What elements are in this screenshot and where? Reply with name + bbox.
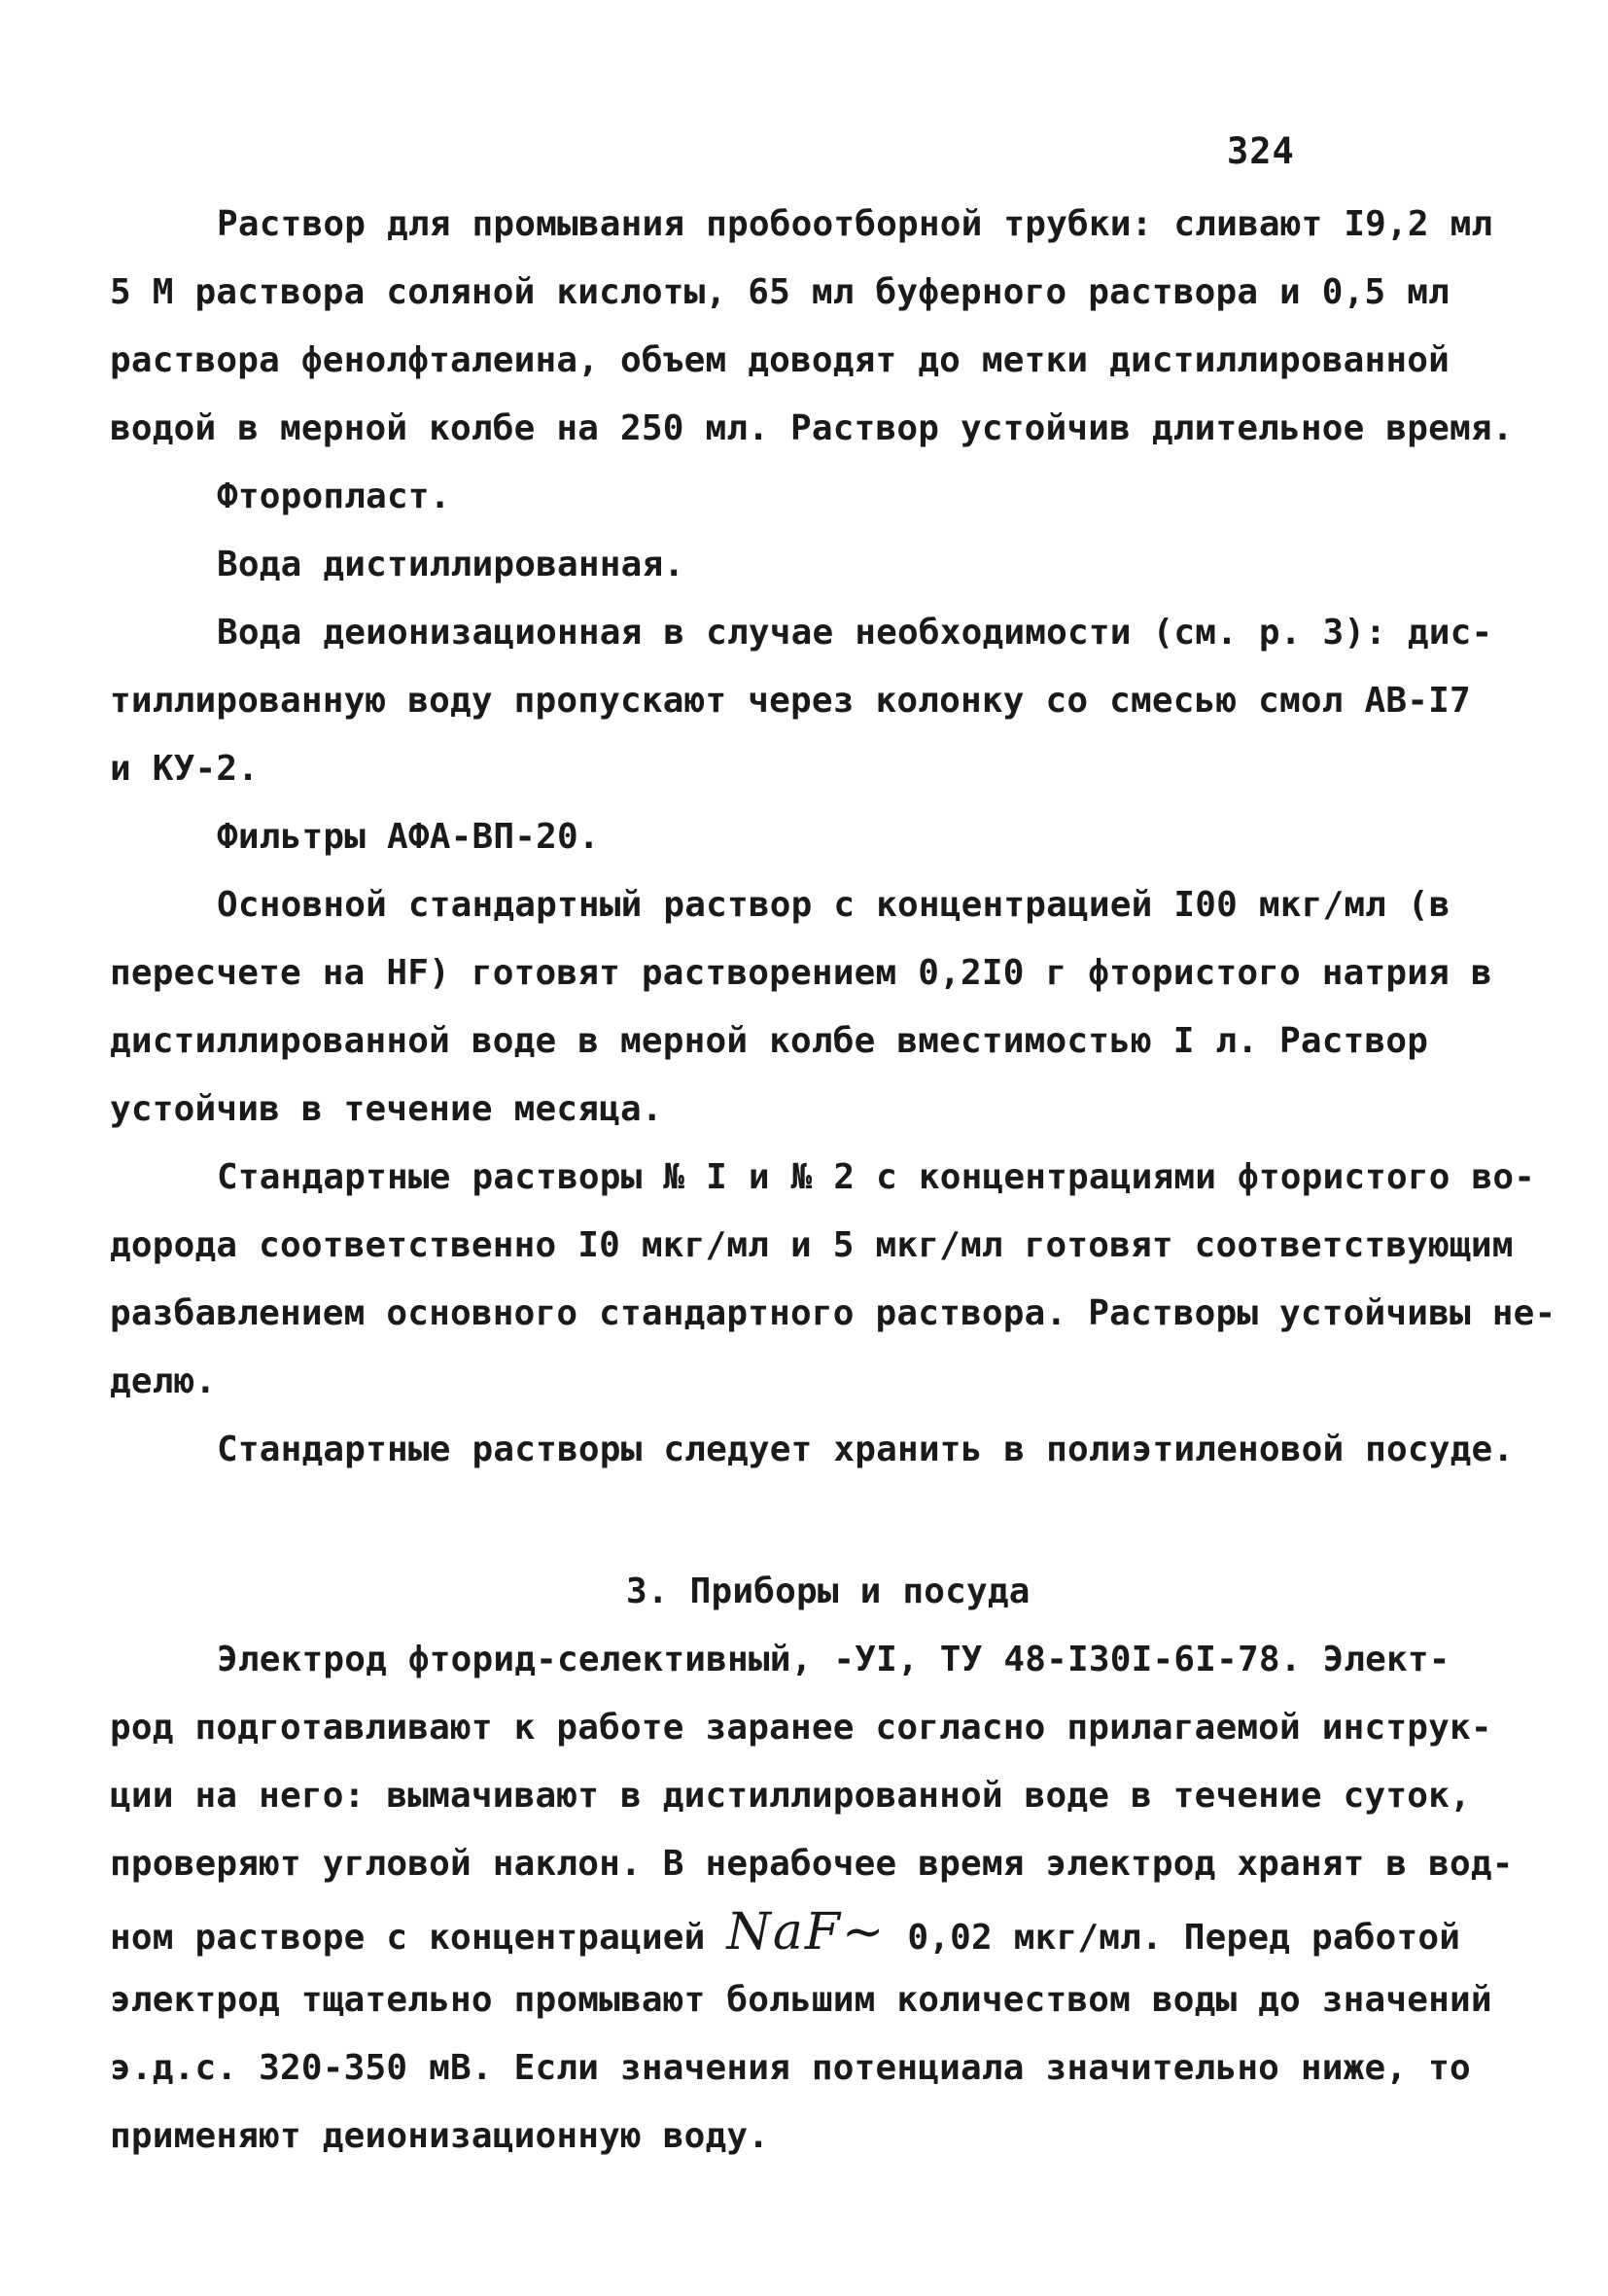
paragraph-line: Фильтры АФА-ВП-20. [217,817,600,857]
paragraph-line: применяют деионизационную воду. [110,2116,770,2156]
paragraph-line: и КУ-2. [110,749,260,789]
paragraph-line: э.д.с. 320-350 мВ. Если значения потенциала значительно ниже, то [110,2048,1471,2088]
paragraph-line: Стандартные растворы следует хранить в полиэтиленовой посуде. [217,1430,1515,1469]
paragraph-line: электрод тщательно промывают большим количеством воды до значений [110,1980,1492,2020]
paragraph-line: дистиллированной воде в мерной колбе вместимостью I л. Раствор [110,1021,1429,1061]
paragraph-line: дорода соответственно I0 мкг/мл и 5 мкг/мл готовят соответствующим [110,1225,1514,1265]
line-segment: 0,02 мкг/мл. Перед работой [886,1918,1461,1958]
section-heading: 3. Приборы и посуда [626,1572,1031,1611]
paragraph-line: Основной стандартный раствор с концентрацией I00 мкг/мл (в [217,885,1451,925]
section-spacer [110,1484,1510,1558]
paragraph-line: устойчив в течение месяца. [110,1089,663,1129]
paragraph-line: Электрод фторид-селективный, -УI, ТУ 48-I30I-6I-78. Элект- [217,1640,1451,1679]
paragraph-line: род подготавливают к работе заранее согласно прилагаемой инструк- [110,1708,1492,1748]
paragraph-line: 5 М раствора соляной кислоты, 65 мл буферного раствора и 0,5 мл [110,272,1451,312]
paragraph-line [110,1898,1510,1966]
paragraph-line: Вода деионизационная в случае необходимости (см. р. 3): дис- [217,613,1493,653]
paragraph-line: тиллированную воду пропускают через колонку со смесью смол АВ-I7 [110,681,1471,721]
line-segment: ном растворе с концентрацией [110,1918,727,1958]
handwritten-formula: NaF~ [726,1903,887,1961]
paragraph-line: ции на него: вымачивают в дистиллированной воде в течение суток, [110,1776,1471,1816]
paragraph-line: Стандартные растворы № I и № 2 с концентрациями фтористого во- [217,1157,1536,1197]
paragraph-line: пересчете на НF) готовят растворением 0,2I0 г фтористого натрия в [110,953,1492,993]
paragraph-line: делю. [110,1361,217,1401]
paragraph-line: проверяют угловой наклон. В нерабочее время электрод хранят в вод- [110,1844,1514,1884]
page-number: 324 [1227,130,1295,172]
paragraph-line: Раствор для промывания пробоотборной трубки: сливают I9,2 мл [217,204,1493,244]
paragraph-line: разбавлением основного стандартного раствора. Растворы устойчивы не- [110,1293,1556,1333]
body-text [110,191,1556,2171]
paragraph-line: раствора фенолфталеина, объем доводят до метки дистиллированной [110,340,1451,380]
paragraph-line: водой в мерной колбе на 250 мл. Раствор устойчив длительное время. [110,408,1514,448]
paragraph-line: Вода дистиллированная. [217,545,685,584]
paragraph-line: Фторопласт. [217,477,451,516]
